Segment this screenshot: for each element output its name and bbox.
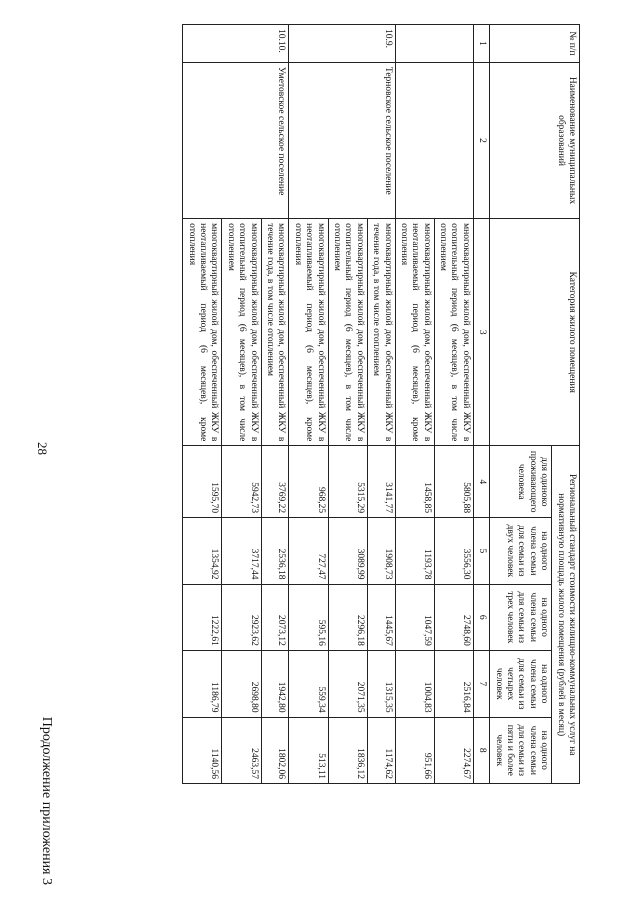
cost-value: 595,16: [289, 584, 328, 650]
table-row: [367, 25, 395, 784]
column-number: 8: [473, 717, 489, 783]
cost-value: 1004,83: [395, 650, 434, 717]
cost-value: 951,66: [395, 717, 434, 783]
cost-value: 5805,88: [434, 446, 473, 518]
column-number: 3: [473, 219, 489, 446]
housing-category: многоквартирный жилой дом, обеспеченный ЖКУ в отопительный период (6 месяцев), в том числе отоплением: [434, 219, 473, 446]
housing-category: многоквартирный жилой дом, обеспеченный ЖКУ в неотапливаемый период (6 месяцев), кроме отопления: [183, 219, 222, 446]
cost-value: 2463,57: [222, 717, 261, 783]
column-number-row: [473, 25, 489, 784]
header-no: № п/п: [490, 25, 580, 63]
cost-value: 1354,92: [183, 518, 222, 584]
housing-category: многоквартирный жилой дом, обеспеченный ЖКУ в течение года, в том числе отоплением: [367, 219, 395, 446]
cost-value: 2923,62: [222, 584, 261, 650]
cost-value: 2073,12: [261, 584, 289, 650]
cost-value: 1445,67: [367, 584, 395, 650]
column-number: 7: [473, 650, 489, 717]
table-row: [434, 25, 473, 784]
cost-value: 1836,12: [328, 717, 367, 783]
column-number: 1: [473, 25, 489, 63]
cost-value: 1193,78: [395, 518, 434, 584]
cost-value: 3556,30: [434, 518, 473, 584]
cost-value: 1140,56: [183, 717, 222, 783]
housing-category: многоквартирный жилой дом, обеспеченный ЖКУ в отопительный период (6 месяцев), в том числе отоплением: [328, 219, 367, 446]
cost-value: 559,34: [289, 650, 328, 717]
cost-value: 1942,80: [261, 650, 289, 717]
cost-value: 1047,59: [395, 584, 434, 650]
cost-value: 1908,73: [367, 518, 395, 584]
municipality-name: Уметовское сельское поселение: [183, 62, 289, 218]
cost-value: 2698,80: [222, 650, 261, 717]
cost-value: 2748,60: [434, 584, 473, 650]
header-name: Наименование муниципальных образований: [490, 62, 580, 218]
table-body: [183, 25, 474, 784]
cost-value: 1315,35: [367, 650, 395, 717]
table-row: [261, 25, 289, 784]
municipality-name: Терновское сельское поселение: [289, 62, 395, 218]
cost-value: 1174,62: [367, 717, 395, 783]
housing-category: многоквартирный жилой дом, обеспеченный ЖКУ в неотапливаемый период (6 месяцев), кроме отопления: [289, 219, 328, 446]
cost-value: 968,25: [289, 446, 328, 518]
cost-value: 1595,70: [183, 446, 222, 518]
appendix-title: Продолжение приложения 3: [39, 716, 54, 885]
municipality-number: [395, 25, 473, 63]
header-sub-2: на одного члена семьи для семьи из двух человек: [490, 518, 552, 584]
cost-value: 3089,99: [328, 518, 367, 584]
cost-value: 727,47: [289, 518, 328, 584]
municipality-name: [395, 62, 473, 218]
cost-value: 513,11: [289, 717, 328, 783]
cost-value: 3717,44: [222, 518, 261, 584]
housing-category: многоквартирный жилой дом, обеспеченный ЖКУ в течение года, в том числе отоплением: [261, 219, 289, 446]
header-category: Категория жилого помещения: [490, 219, 580, 446]
column-number: 4: [473, 446, 489, 518]
column-number: 6: [473, 584, 489, 650]
cost-value: 5942,73: [222, 446, 261, 518]
header-sub-3: на одного члена семьи для семьи из трех человек: [490, 584, 552, 650]
municipality-number: 10.9.: [289, 25, 395, 63]
cost-value: 1186,79: [183, 650, 222, 717]
cost-value: 1222,61: [183, 584, 222, 650]
cost-value: 1802,06: [261, 717, 289, 783]
cost-value: 5315,29: [328, 446, 367, 518]
column-number: 2: [473, 62, 489, 218]
cost-value: 2516,84: [434, 650, 473, 717]
cost-value: 2274,67: [434, 717, 473, 783]
cost-value: 3141,77: [367, 446, 395, 518]
header-sub-1: для одиноко проживающего человека: [490, 446, 552, 518]
header-sub-5: на одного члена семьи для семьи из пяти и более человек: [490, 717, 552, 783]
column-number: 5: [473, 518, 489, 584]
header-sub-4: на одного члена семьи для семьи из четырех человек: [490, 650, 552, 717]
cost-value: 2071,35: [328, 650, 367, 717]
housing-category: многоквартирный жилой дом, обеспеченный ЖКУ в отопительный период (6 месяцев), в том числе отоплением: [222, 219, 261, 446]
cost-value: 2296,18: [328, 584, 367, 650]
cost-value: 1458,85: [395, 446, 434, 518]
cost-value: 3769,22: [261, 446, 289, 518]
page-number: 28: [35, 442, 50, 455]
housing-category: многоквартирный жилой дом, обеспеченный ЖКУ в неотапливаемый период (6 месяцев), кроме отопления: [395, 219, 434, 446]
standard-cost-table: [182, 24, 580, 784]
municipality-number: 10.10.: [183, 25, 289, 63]
cost-value: 2536,18: [261, 518, 289, 584]
header-standard: Региональный стандарт стоимости жилищно-коммунальных услуг на нормативную площадь жилого помещения (рублей в месяц): [552, 446, 580, 784]
